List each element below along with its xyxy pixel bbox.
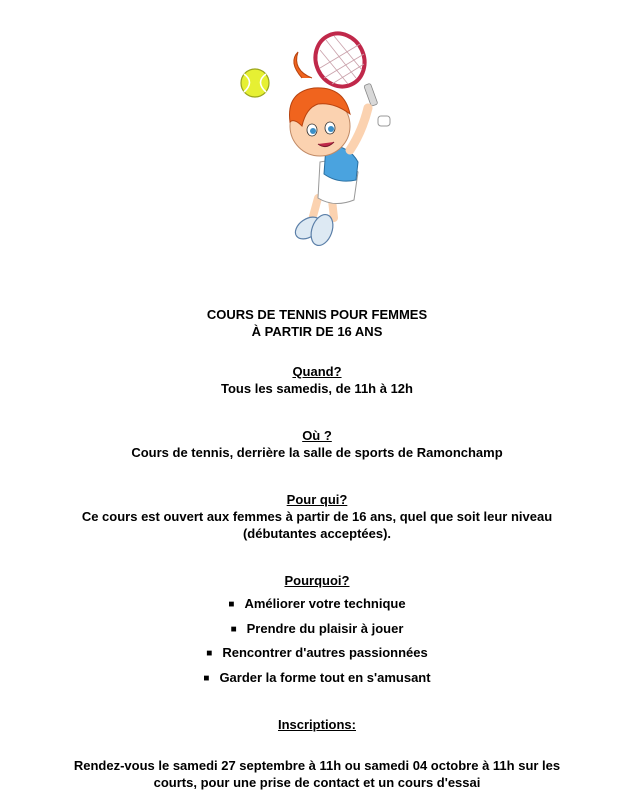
list-item: ■ Améliorer votre technique xyxy=(228,596,406,611)
inscriptions-text xyxy=(0,757,634,791)
bullet-icon: ■ xyxy=(206,648,213,660)
tennis-ball-icon xyxy=(241,69,269,97)
pour-qui-heading: Pour qui? xyxy=(286,492,348,507)
section-pour-qui xyxy=(0,491,634,542)
ou-heading: Où ? xyxy=(302,428,332,443)
inscriptions-line-1: Rendez-vous le samedi 27 septembre à 11h ou samedi 04 octobre à 11h sur les xyxy=(73,758,561,773)
pour-qui-line-1: Ce cours est ouvert aux femmes à partir de 16 ans, quel que soit leur niveau xyxy=(81,509,553,524)
inscriptions-line-2: courts, pour une prise de contact et un cours d'essai xyxy=(153,775,481,790)
title-line-2: À PARTIR DE 16 ANS xyxy=(251,324,383,339)
bullet-icon: ■ xyxy=(230,623,237,635)
tennis-girl-illustration xyxy=(222,22,422,262)
pourquoi-list xyxy=(0,595,634,693)
bullet-icon: ■ xyxy=(203,672,210,684)
title-line-1: COURS DE TENNIS POUR FEMMES xyxy=(206,307,428,322)
pourquoi-heading: Pourquoi? xyxy=(284,573,350,588)
list-item: ■ Rencontrer d'autres passionnées xyxy=(206,645,428,661)
list-item: ■ Prendre du plaisir à jouer xyxy=(230,620,404,636)
section-ou xyxy=(0,427,634,461)
page-title xyxy=(0,306,634,340)
pour-qui-line-2: (débutantes acceptées). xyxy=(242,526,392,541)
section-pourquoi xyxy=(0,572,634,589)
section-quand xyxy=(0,363,634,397)
bullet-icon: ■ xyxy=(228,599,235,610)
section-inscriptions xyxy=(0,716,634,733)
quand-text: Tous les samedis, de 11h à 12h xyxy=(221,381,413,396)
list-item: ■ Garder la forme tout en s'amusant xyxy=(203,669,431,685)
ou-text: Cours de tennis, derrière la salle de sports de Ramonchamp xyxy=(131,445,503,460)
inscriptions-heading: Inscriptions: xyxy=(277,717,356,732)
quand-heading: Quand? xyxy=(292,364,342,379)
legs xyxy=(291,198,336,248)
